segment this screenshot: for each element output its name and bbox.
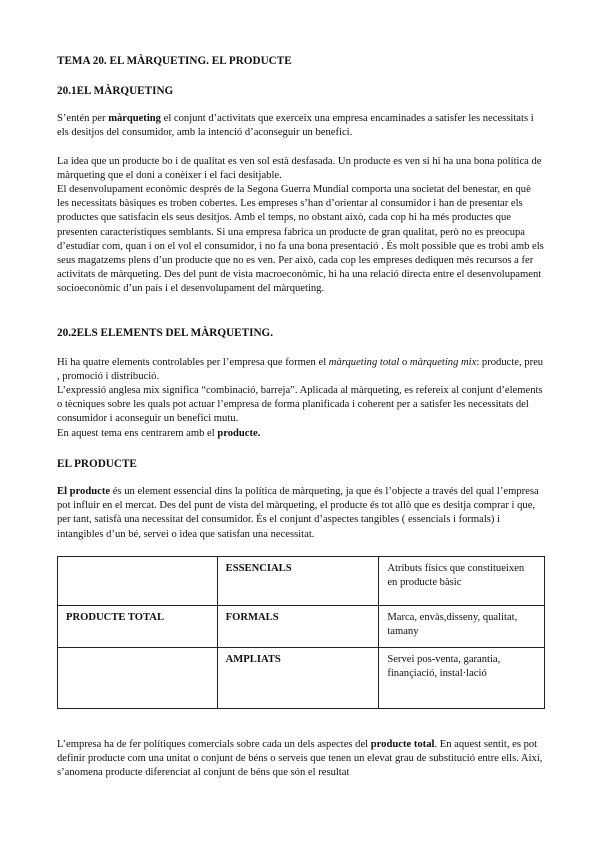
table-cell: Atributs físics que constitueixen en producte bàsic (379, 557, 545, 606)
table-cell: PRODUCTE TOTAL (58, 606, 218, 648)
section-heading-producte: EL PRODUCTE (57, 458, 137, 470)
paragraph-mix-meaning: L’expressió anglesa mix significa “combinació, barreja”. Aplicada al màrqueting, es refereix al conjunt d’elements o tècniques sobre les quals pot actuar l’empresa de forma planificada i coherent per a satisfer les necessitats del consumidor i aconseguir un benefici mutu. (57, 385, 543, 425)
table-cell (58, 557, 218, 606)
section-heading-elements: 20.2ELS ELEMENTS DEL MÀRQUETING. (57, 327, 274, 339)
table-cell (58, 648, 218, 709)
paragraph-development: El desenvolupament econòmic després de la Segona Guerra Mundial comporta una societat del benestar, en què les necessitats bàsiques es troben cobertes. Les empreses s’han d’orientar al consumidor i han de presentar els productes que satisfacin els seus desitjos. Amb el temps, no obstant això, cada cop hi ha més productes que presenten característiques semblants. Si una empresa fabrica un producte de gran qualitat, però no es preocupa d’estudiar com, quan i on el vol el consumidor, i no fa una bona presentació . És molt possible que es trobi amb els seus magatzems plens d’un producte que no es ven. Per això, cada cop les empreses dediquen més recursos a fer activitats de màrqueting. Des del punt de vista macroeconòmic, hi ha una relació directa entre el desenvolupament socioeconòmic d’un país i el desenvolupament del màrqueting. (57, 184, 544, 295)
paragraph-definition: S’entén per màrqueting el conjunt d’activitats que exerceix una empresa encaminades a satisfer les necessitats i els desitjos del consumidor, amb la intenció d’aconseguir un benefici. (57, 113, 534, 139)
section-heading-marqueting: 20.1EL MÀRQUETING (57, 85, 174, 97)
paragraph-closing: L’empresa ha de fer polítiques comercials sobre cada un dels aspectes del producte total. En aquest sentit, es pot definir producte com una unitat o conjunt de béns o serveis que tenen un elevat grau de substitució entre ells. Així, s’anomena producte diferenciat al conjunt de béns que són el resultat (57, 739, 543, 779)
table-row (58, 606, 545, 648)
document-title: TEMA 20. EL MÀRQUETING. EL PRODUCTE (57, 55, 292, 67)
table-cell: ESSENCIALS (217, 557, 379, 606)
table-cell: Marca, envàs,disseny, qualitat, tamany (379, 606, 545, 648)
table-cell: Servei pos-venta, garantia, finançiació, instal·lació (379, 648, 545, 709)
table-cell: AMPLIATS (217, 648, 379, 709)
paragraph-focus: En aquest tema ens centrarem amb el producte. (57, 428, 261, 439)
table-row (58, 648, 545, 709)
paragraph-producte: El producte és un element essencial dins la política de màrqueting, ja que és l’objecte a través del qual l’empresa pot influir en el mercat. Des del punt de vista del màrqueting, el producte és tot allò que es desitja comprar i que, per tant, satisfà una necessitat del consumidor. És el conjunt d’aspectes tangibles ( essencials i formals) i intangibles d’un bé, servei o idea que satisfan una necessitat. (57, 486, 539, 540)
paragraph-idea: La idea que un producte bo i de qualitat es ven sol està desfasada. Un producte es ven si hi ha una bona política de màrqueting que el doni a conèixer i el faci desitjable. (57, 156, 542, 182)
paragraph-four-elements: Hi ha quatre elements controlables per l’empresa que formen el màrqueting total o màrqueting mix: producte, preu , promoció i distribució. (57, 357, 544, 383)
product-levels-table (57, 556, 545, 709)
table-row (58, 557, 545, 606)
table-cell: FORMALS (217, 606, 379, 648)
